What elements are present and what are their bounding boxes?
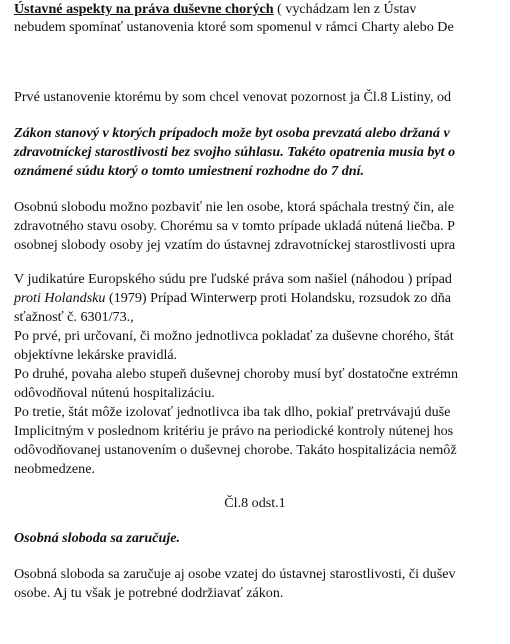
case-law-line: V judikatúre Europského súdu pre ľudské práva som našiel (náhodou ) prípad <box>14 271 452 287</box>
document-title: Ústavné aspekty na práva duševne chorých <box>14 1 274 17</box>
document-title-remainder: ( vychádzam len z Ústav <box>273 1 417 17</box>
criterion-line: Po druhé, povaha alebo stupeň duševnej choroby musí byť dostatočne extrémn <box>14 366 459 382</box>
criterion-line: odôvodňoval nútenú hospitalizáciu. <box>14 385 215 401</box>
case-law-line: sťažnosť č. 6301/73., <box>14 309 134 325</box>
case-citation: (1979) Prípad Winterwerp proti Holandsku, rozsudok zo dňa <box>105 290 452 306</box>
case-law-line <box>14 289 451 307</box>
emphasized-law-text: oznámené súdu ktorý o tomto umiestnení rozhodne do 7 dní. <box>14 163 365 179</box>
criterion-line: Implicitným v poslednom kritériu je právo na periodické kontroly nútenej hos <box>14 423 454 439</box>
emphasized-law-text: zdravotníckej starostlivosti bez svojho súhlasu. Takéto opatrenia musia byt o <box>14 144 456 160</box>
intro-paragraph: Prvé ustanovenie ktorému by som chcel venovat pozornost ja Čl.8 Listiny, od <box>14 89 452 105</box>
document-title-line <box>14 0 416 18</box>
emphasized-law-text: Zákon stanový v ktorých prípadoch može byt osoba prevzatá alebo držaná v <box>14 125 450 141</box>
paragraph-line: osobnej slobody osoby jej vzatím do ústavnej zdravotníckej starostlivosti upra <box>14 237 456 253</box>
document-title-continuation: nebudem spomínať ustanovenia ktoré som spomenul v rámci Charty alebo De <box>14 19 454 35</box>
criterion-line: Po prvé, pri určovaní, či možno jednotlivca pokladať za duševne chorého, štát <box>14 328 454 344</box>
criterion-line: odôvodňovanej ustanovením o duševnej chorobe. Takáto hospitalizácia nemôž <box>14 442 457 458</box>
case-name: proti Holandsku <box>14 290 106 306</box>
criterion-line: neobmedzene. <box>14 461 95 477</box>
article-heading: Čl.8 odst.1 <box>224 495 286 511</box>
article-statement: Osobná sloboda sa zaručuje. <box>14 530 181 546</box>
paragraph-line: Osobnú slobodu možno pozbaviť nie len osobe, ktorá spáchala trestný čin, ale <box>14 199 455 215</box>
criterion-line: objektívne lekárske pravidlá. <box>14 347 178 363</box>
criterion-line: Po tretie, štát môže izolovať jednotlivca iba tak dlho, pokiaľ pretrvávajú duše <box>14 404 451 420</box>
closing-line: osobe. Aj tu však je potrebné dodržiavať zákon. <box>14 585 284 601</box>
paragraph-line: zdravotného stavu osoby. Chorému sa v tomto prípade ukladá nútená liečba. P <box>14 218 455 234</box>
closing-line: Osobná sloboda sa zaručuje aj osobe vzatej do ústavnej starostlivosti, či dušev <box>14 566 456 582</box>
